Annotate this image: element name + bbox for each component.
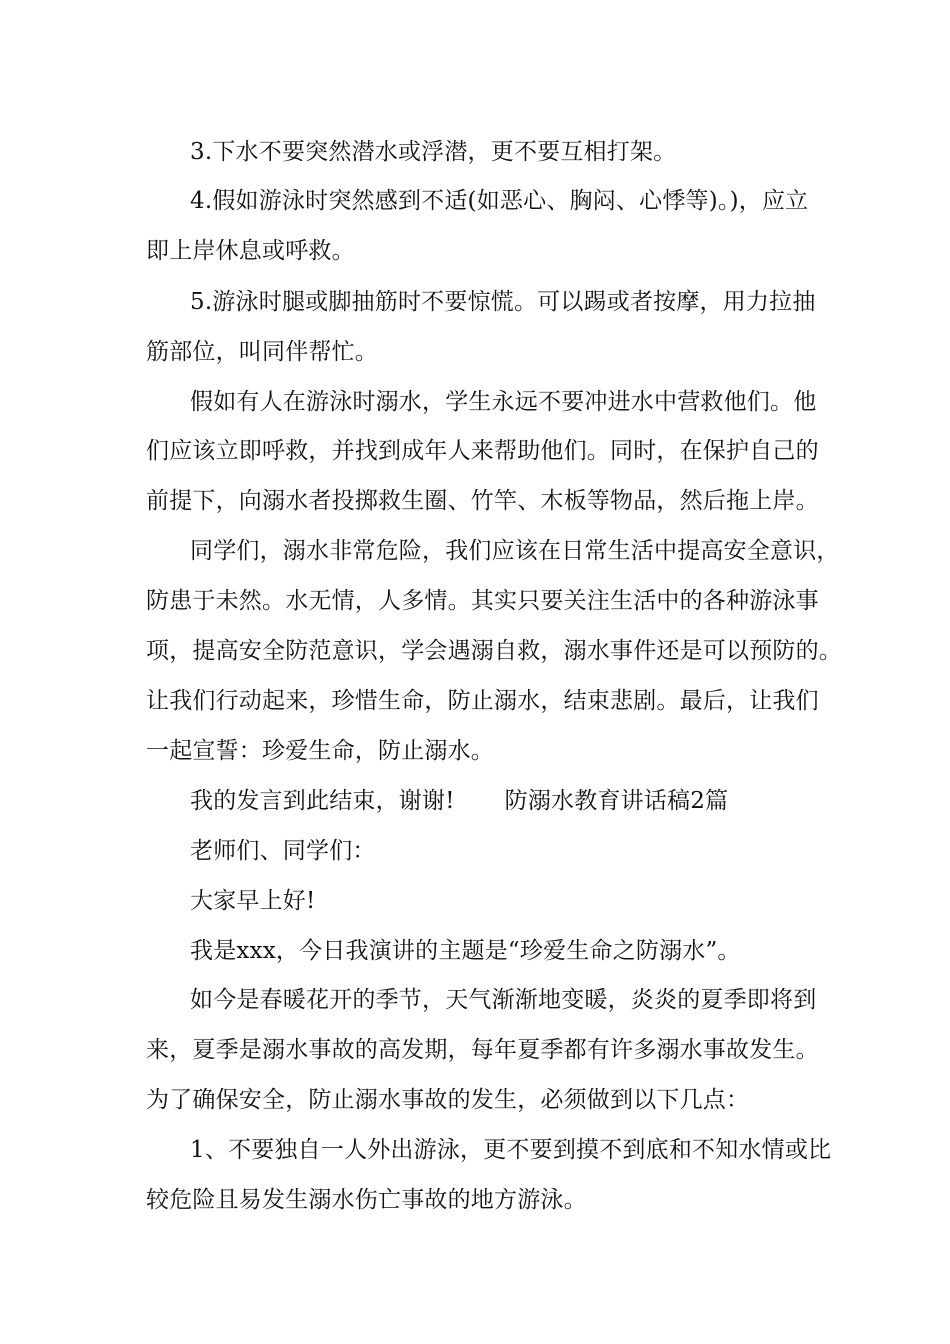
line-6: 假如有人在游泳时溺水，学生永远不要冲进水中营救他们。他 [190,389,817,415]
greeting-teachers: 老师们、同学们： [190,838,376,864]
line-7: 们应该立即呼救，并找到成年人来帮助他们。同时，在保护自己的 [146,438,819,464]
line-22: 较危险且易发生溺水伤亡事故的地方游泳。 [146,1187,587,1213]
inline-title: 防溺水教育讲话稿2篇 [504,788,729,814]
line-4: 5.游泳时腿或脚抽筋时不要惊慌。可以踢或者按摩，用力拉抽 [190,289,816,315]
line-1: 3.下水不要突然潜水或浮潜，更不要互相打架。 [190,139,677,165]
line-17: 我是xxx，今日我演讲的主题是“珍爱生命之防溺水”。 [190,938,741,964]
line-2: 4.假如游泳时突然感到不适(如恶心、胸闷、心悸等)。)，应立 [190,188,809,214]
line-18: 如今是春暖花开的季节，天气渐渐地变暖，炎炎的夏季即将到 [190,987,817,1013]
closing-and-title-line [190,781,728,821]
line-8: 前提下，向溺水者投掷救生圈、竹竿、木板等物品，然后拖上岸。 [146,488,819,514]
line-21: 1、不要独自一人外出游泳，更不要到摸不到底和不知水情或比 [190,1137,832,1163]
line-9: 同学们，溺水非常危险，我们应该在日常生活中提高安全意识， [190,538,840,564]
line-3: 即上岸休息或呼救。 [146,238,355,264]
line-13: 一起宣誓：珍爱生命，防止溺水。 [146,738,494,764]
line-11: 项，提高安全防范意识，学会遇溺自救，溺水事件还是可以预防的。 [146,638,842,664]
line-20: 为了确保安全，防止溺水事故的发生，必须做到以下几点： [146,1087,750,1113]
line-10: 防患于未然。水无情，人多情。其实只要关注生活中的各种游泳事 [146,588,819,614]
line-19: 来，夏季是溺水事故的高发期，每年夏季都有许多溺水事故发生。 [146,1037,819,1063]
greeting-morning: 大家早上好! [190,888,316,914]
closing-remark: 我的发言到此结束，谢谢! [190,788,455,814]
line-12: 让我们行动起来，珍惜生命，防止溺水，结束悲剧。最后，让我们 [146,688,819,714]
line-5: 筋部位，叫同伴帮忙。 [146,339,378,365]
